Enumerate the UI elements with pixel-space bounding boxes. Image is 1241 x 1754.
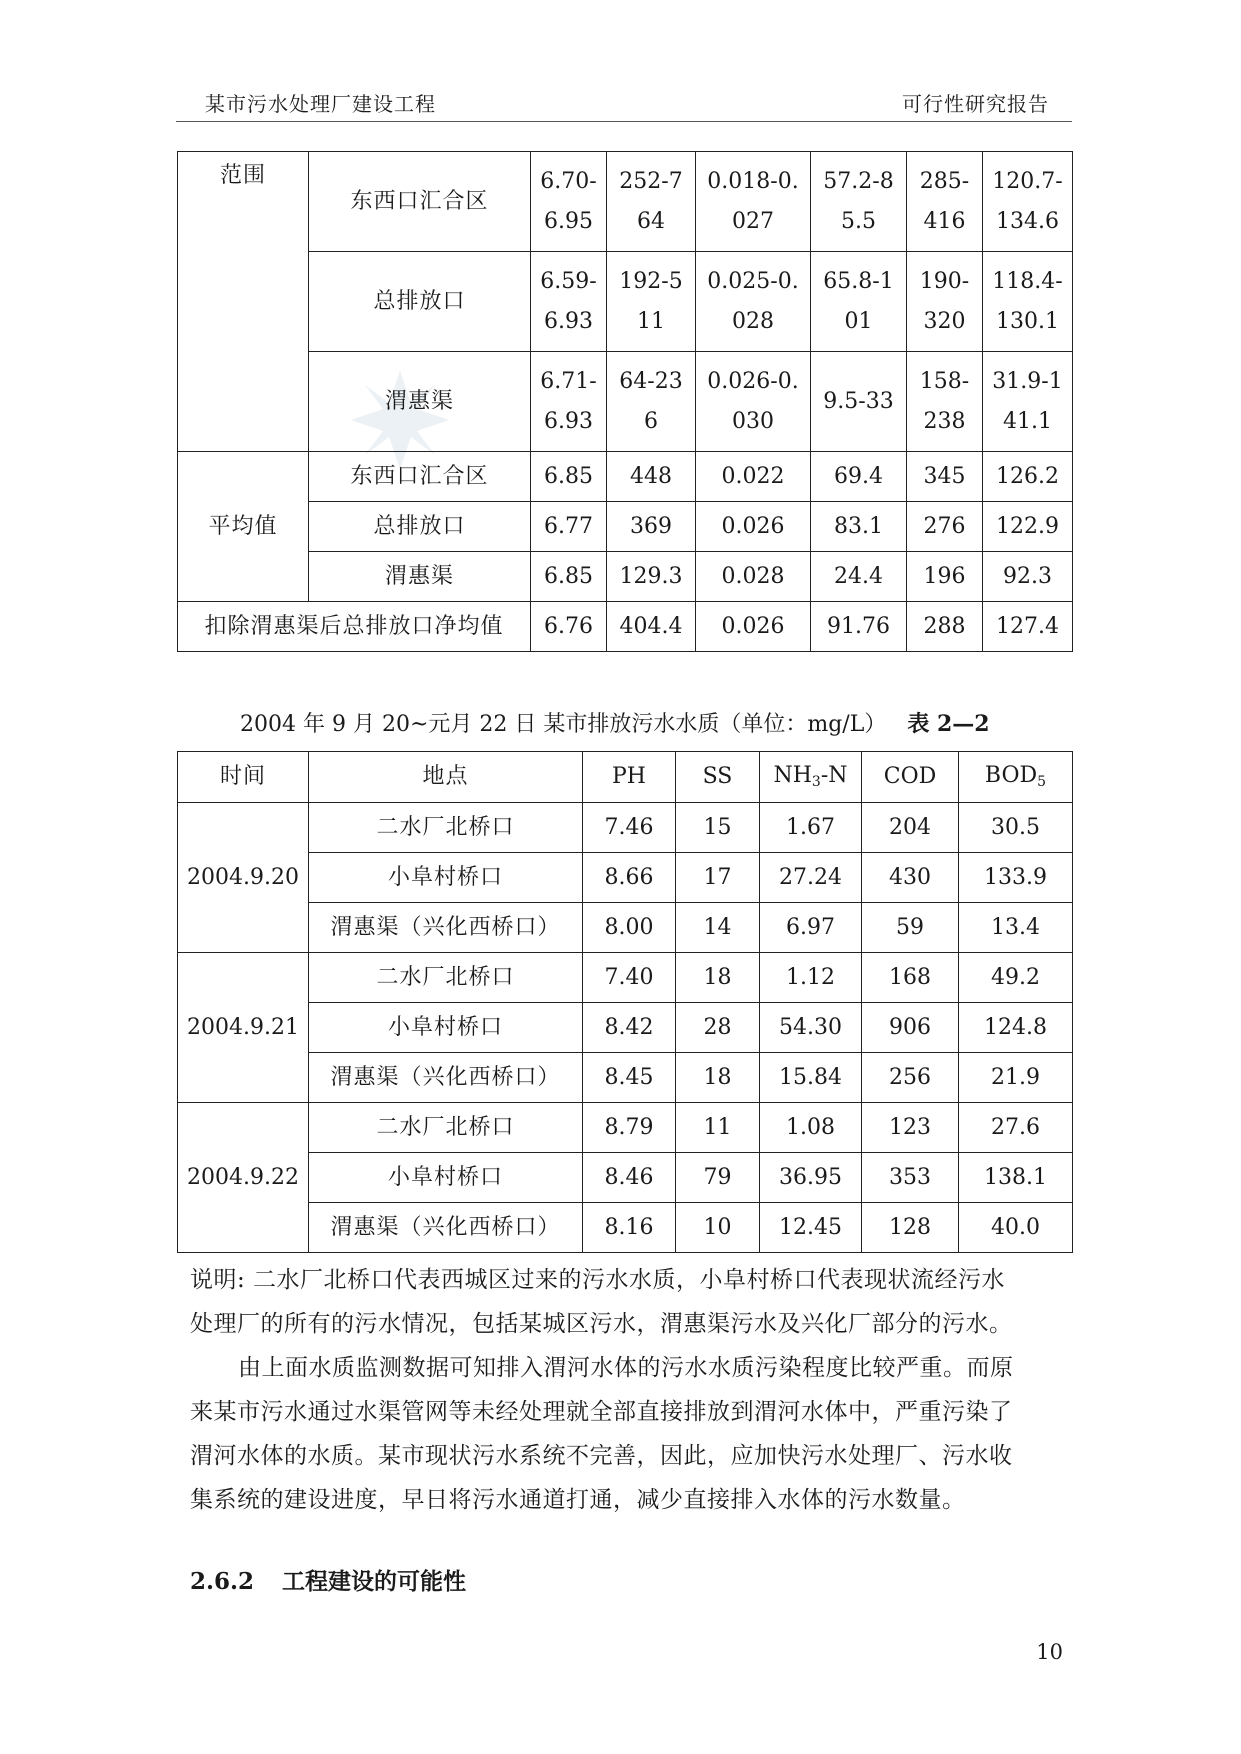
section-title: 工程建设的可能性 [282, 1568, 467, 1595]
table-cell: 6.76 [531, 602, 607, 652]
section-number: 2.6.2 [190, 1568, 255, 1595]
table-cell: 7.40 [583, 953, 676, 1003]
table-cell: 126.2 [983, 452, 1073, 502]
table-cell: 0.022 [696, 452, 811, 502]
table-cell: 158- 238 [907, 352, 983, 452]
paragraph-line: 来某市污水通过水渠管网等未经处理就全部直接排放到渭河水体中，严重污染了 [190, 1399, 1013, 1425]
table-cell: 24.4 [811, 552, 907, 602]
table-cell: 1.08 [760, 1103, 862, 1153]
table-cell: 138.1 [959, 1153, 1073, 1203]
table-cell: 120.7- 134.6 [983, 152, 1073, 252]
table-number: 表 2—2 [907, 711, 990, 737]
table-cell: 8.16 [583, 1203, 676, 1253]
date-cell: 2004.9.21 [178, 953, 309, 1103]
table-cell: 30.5 [959, 803, 1073, 853]
table-cell: 133.9 [959, 853, 1073, 903]
table-cell: 906 [862, 1003, 959, 1053]
table-cell: 9.5-33 [811, 352, 907, 452]
table-cell: 8.79 [583, 1103, 676, 1153]
table-cell: 123 [862, 1103, 959, 1153]
table-cell: 288 [907, 602, 983, 652]
table-cell: 二水厂北桥口 [309, 953, 583, 1003]
table-cell: 204 [862, 803, 959, 853]
table-cell: 404.4 [607, 602, 696, 652]
table-note [190, 1258, 1070, 1346]
table-cell: 129.3 [607, 552, 696, 602]
table-cell: 54.30 [760, 1003, 862, 1053]
table-cell: 0.018-0. 027 [696, 152, 811, 252]
table-cell: 36.95 [760, 1153, 862, 1203]
average-label: 平均值 [178, 452, 309, 602]
table-cell: 二水厂北桥口 [309, 803, 583, 853]
table-cell: 6.85 [531, 452, 607, 502]
table-cell: 190- 320 [907, 252, 983, 352]
table-cell: 285- 416 [907, 152, 983, 252]
header-bod5: $BOD_5$ [959, 752, 1073, 803]
table-cell: 总排放口 [309, 252, 531, 352]
table-cell: 369 [607, 502, 696, 552]
table-cell: 448 [607, 452, 696, 502]
paragraph-line: 集系统的建设进度，早日将污水通道打通，减少直接排入水体的污水数量。 [190, 1487, 966, 1513]
table-cell: 40.0 [959, 1203, 1073, 1253]
table-cell: 168 [862, 953, 959, 1003]
table-cell: 0.026-0. 030 [696, 352, 811, 452]
table-cell: 8.00 [583, 903, 676, 953]
table-cell: 27.24 [760, 853, 862, 903]
table-cell: 59 [862, 903, 959, 953]
table-cell: 0.028 [696, 552, 811, 602]
table-cell: 0.025-0. 028 [696, 252, 811, 352]
table-cell: 65.8-1 01 [811, 252, 907, 352]
table-cell: 18 [676, 953, 760, 1003]
table-cell: 79 [676, 1153, 760, 1203]
table-cell: 122.9 [983, 502, 1073, 552]
table-cell: 92.3 [983, 552, 1073, 602]
table-cell: 353 [862, 1153, 959, 1203]
range-average-table [177, 151, 1073, 652]
table-cell: 127.4 [983, 602, 1073, 652]
table-cell: 128 [862, 1203, 959, 1253]
table-cell: 渭惠渠 [309, 552, 531, 602]
table-cell: 东西口汇合区 [309, 452, 531, 502]
table-cell: 49.2 [959, 953, 1073, 1003]
table-cell: 196 [907, 552, 983, 602]
date-cell: 2004.9.20 [178, 803, 309, 953]
table-cell: 430 [862, 853, 959, 903]
net-average-label: 扣除渭惠渠后总排放口净均值 [178, 602, 531, 652]
table-cell: 6.59- 6.93 [531, 252, 607, 352]
page-number: 10 [1036, 1640, 1063, 1664]
table-cell: 15 [676, 803, 760, 853]
table-cell: 27.6 [959, 1103, 1073, 1153]
table-cell: 18 [676, 1053, 760, 1103]
header-site: 地点 [309, 752, 583, 803]
table-cell: 6.97 [760, 903, 862, 953]
table-cell: 0.026 [696, 502, 811, 552]
table-cell: 118.4- 130.1 [983, 252, 1073, 352]
header-nh3n: $NH_3-N$ [760, 752, 862, 803]
table-cell: 13.4 [959, 903, 1073, 953]
table-cell: 渭惠渠 [309, 352, 531, 452]
body-paragraph [190, 1346, 1070, 1522]
table-cell: 总排放口 [309, 502, 531, 552]
table-cell: 渭惠渠（兴化西桥口） [309, 1053, 583, 1103]
table-cell: 6.85 [531, 552, 607, 602]
table-cell: 小阜村桥口 [309, 853, 583, 903]
table-cell: 57.2-8 5.5 [811, 152, 907, 252]
table-cell: 8.46 [583, 1153, 676, 1203]
table-cell: 8.42 [583, 1003, 676, 1053]
table-cell: 6.71- 6.93 [531, 352, 607, 452]
header-ss: SS [676, 752, 760, 803]
paragraph-line: 渭河水体的水质。某市现状污水系统不完善，因此，应加快污水处理厂、污水收 [190, 1443, 1013, 1469]
note-line: 说明: 二水厂北桥口代表西城区过来的污水水质，小阜村桥口代表现状流经污水 [190, 1267, 1006, 1293]
header-cod: COD [862, 752, 959, 803]
table-cell: 28 [676, 1003, 760, 1053]
header-time: 时间 [178, 752, 309, 803]
caption-text: 2004 年 9 月 20~元月 22 日 某市排放污水水质（单位：mg/L） [240, 712, 887, 737]
table-cell: 64-23 6 [607, 352, 696, 452]
table-cell: 345 [907, 452, 983, 502]
note-line: 处理厂的所有的污水情况，包括某城区污水，渭惠渠污水及兴化厂部分的污水。 [190, 1311, 1013, 1337]
table-caption [240, 707, 990, 738]
table-cell: 渭惠渠（兴化西桥口） [309, 903, 583, 953]
table-cell: 8.45 [583, 1053, 676, 1103]
table-cell: 17 [676, 853, 760, 903]
date-cell: 2004.9.22 [178, 1103, 309, 1253]
table-cell: 东西口汇合区 [309, 152, 531, 252]
header-title-left: 某市污水处理厂建设工程 [205, 92, 436, 116]
table-cell: 21.9 [959, 1053, 1073, 1103]
table-cell: 69.4 [811, 452, 907, 502]
header-rule [176, 121, 1072, 122]
table-cell: 10 [676, 1203, 760, 1253]
table-cell: 0.026 [696, 602, 811, 652]
paragraph-line: 由上面水质监测数据可知排入渭河水体的污水水质污染程度比较严重。而原 [238, 1355, 1014, 1381]
table-cell: 83.1 [811, 502, 907, 552]
table-cell: 15.84 [760, 1053, 862, 1103]
table-cell: 6.77 [531, 502, 607, 552]
table-cell: 11 [676, 1103, 760, 1153]
table-cell: 256 [862, 1053, 959, 1103]
table-cell: 252-7 64 [607, 152, 696, 252]
table-cell: 91.76 [811, 602, 907, 652]
table-cell: 14 [676, 903, 760, 953]
table-cell: 31.9-1 41.1 [983, 352, 1073, 452]
table-cell: 二水厂北桥口 [309, 1103, 583, 1153]
table-cell: 渭惠渠（兴化西桥口） [309, 1203, 583, 1253]
section-heading [190, 1563, 466, 1596]
water-quality-table [177, 751, 1073, 1253]
table-cell: 12.45 [760, 1203, 862, 1253]
table-cell: 8.66 [583, 853, 676, 903]
table-cell: 小阜村桥口 [309, 1153, 583, 1203]
header-title-right: 可行性研究报告 [902, 92, 1049, 116]
table-cell: 1.67 [760, 803, 862, 853]
table-cell: 124.8 [959, 1003, 1073, 1053]
table-cell: 1.12 [760, 953, 862, 1003]
table-cell: 小阜村桥口 [309, 1003, 583, 1053]
table-cell: 276 [907, 502, 983, 552]
header-ph: PH [583, 752, 676, 803]
range-label: 范围 [178, 152, 309, 452]
table-cell: 6.70- 6.95 [531, 152, 607, 252]
table-cell: 7.46 [583, 803, 676, 853]
table-cell: 192-5 11 [607, 252, 696, 352]
